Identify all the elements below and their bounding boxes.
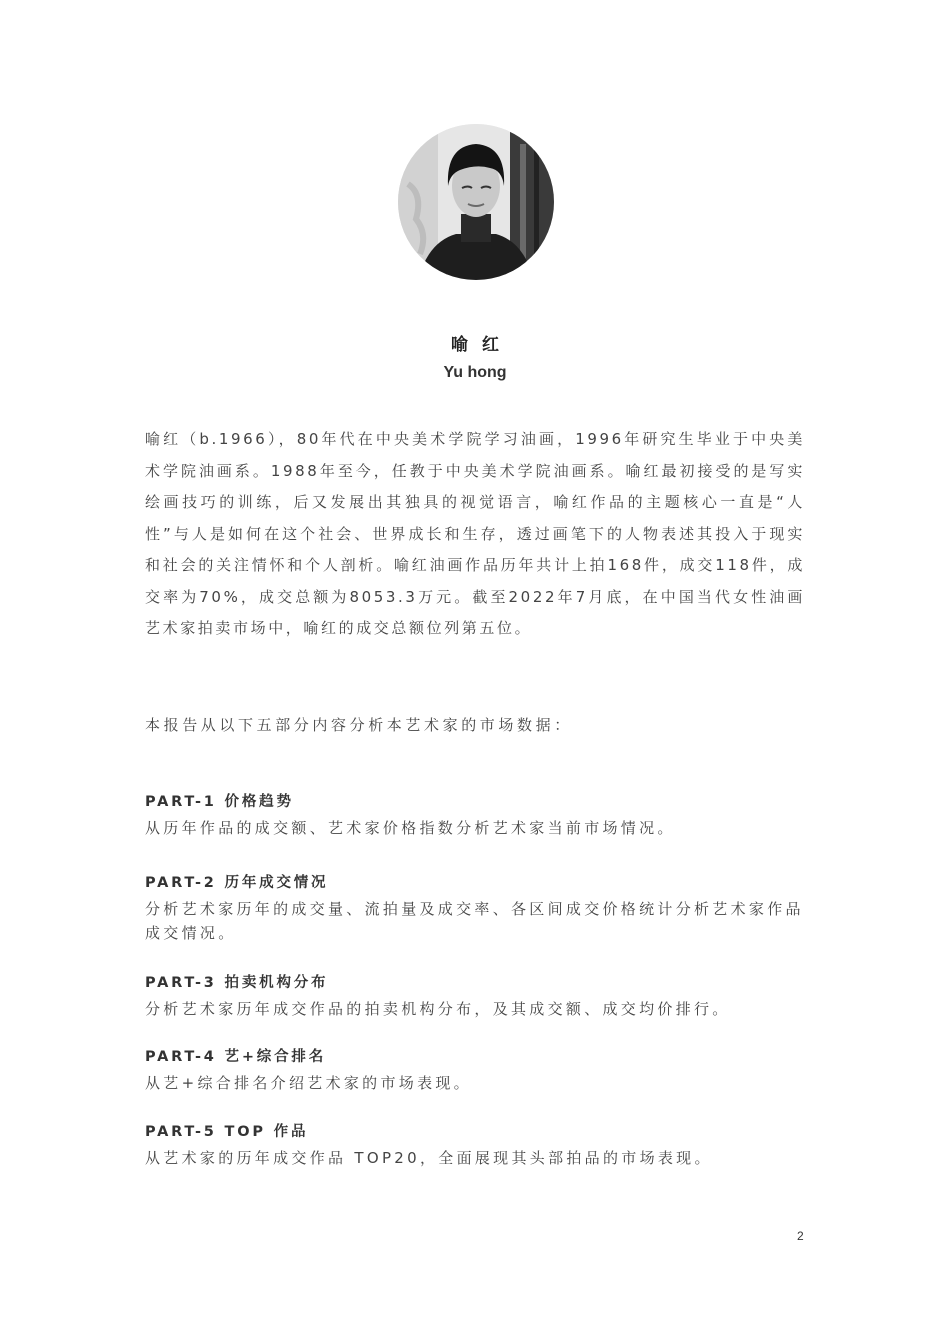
portrait-image <box>398 124 554 280</box>
part-description: 从艺+综合排名介绍艺术家的市场表现。 <box>145 1074 472 1092</box>
artist-biography: 喻红（b.1966），80年代在中央美术学院学习油画，1996年研究生毕业于中央美术学院油画系。1988年至今，任教于中央美术学院油画系。喻红最初接受的是写实绘画技巧的训练，后又发展出其独具的视觉语言，喻红作品的主题核心一直是“人性”与人是如何在这个社会、世界成长和生存，透过画笔下的人物表述其投入于现实和社会的关注情怀和个人剖析。喻红油画作品历年共计上拍168件，成交118件，成交率为70%，成交总额为8053.3万元。截至2022年7月底，在中国当代女性油画艺术家拍卖市场中，喻红的成交总额位列第五位。 <box>145 430 805 637</box>
artist-name-english: Yu hong <box>443 364 507 381</box>
page-number: 2 <box>797 1229 804 1243</box>
part-description: 分析艺术家历年成交作品的拍卖机构分布，及其成交额、成交均价排行。 <box>145 1000 731 1018</box>
report-part-4 <box>145 1045 805 1095</box>
artist-portrait <box>398 124 554 280</box>
part-heading: PART-4 艺+综合排名 <box>145 1049 326 1065</box>
part-description: 分析艺术家历年的成交量、流拍量及成交率、各区间成交价格统计分析艺术家作品成交情况。 <box>145 900 804 942</box>
report-part-1 <box>145 790 805 840</box>
part-heading: PART-5 TOP 作品 <box>145 1124 309 1140</box>
report-part-3 <box>145 971 805 1021</box>
part-heading: PART-2 历年成交情况 <box>145 875 329 891</box>
report-part-2 <box>145 871 805 945</box>
part-description: 从历年作品的成交额、艺术家价格指数分析艺术家当前市场情况。 <box>145 819 676 837</box>
report-part-5 <box>145 1120 805 1170</box>
artist-name-chinese: 喻红 <box>451 335 513 355</box>
part-heading: PART-1 价格趋势 <box>145 794 294 810</box>
part-heading: PART-3 拍卖机构分布 <box>145 975 329 991</box>
report-intro: 本报告从以下五部分内容分析本艺术家的市场数据： <box>145 716 573 734</box>
part-description: 从艺术家的历年成交作品 TOP20，全面展现其头部拍品的市场表现。 <box>145 1149 713 1167</box>
